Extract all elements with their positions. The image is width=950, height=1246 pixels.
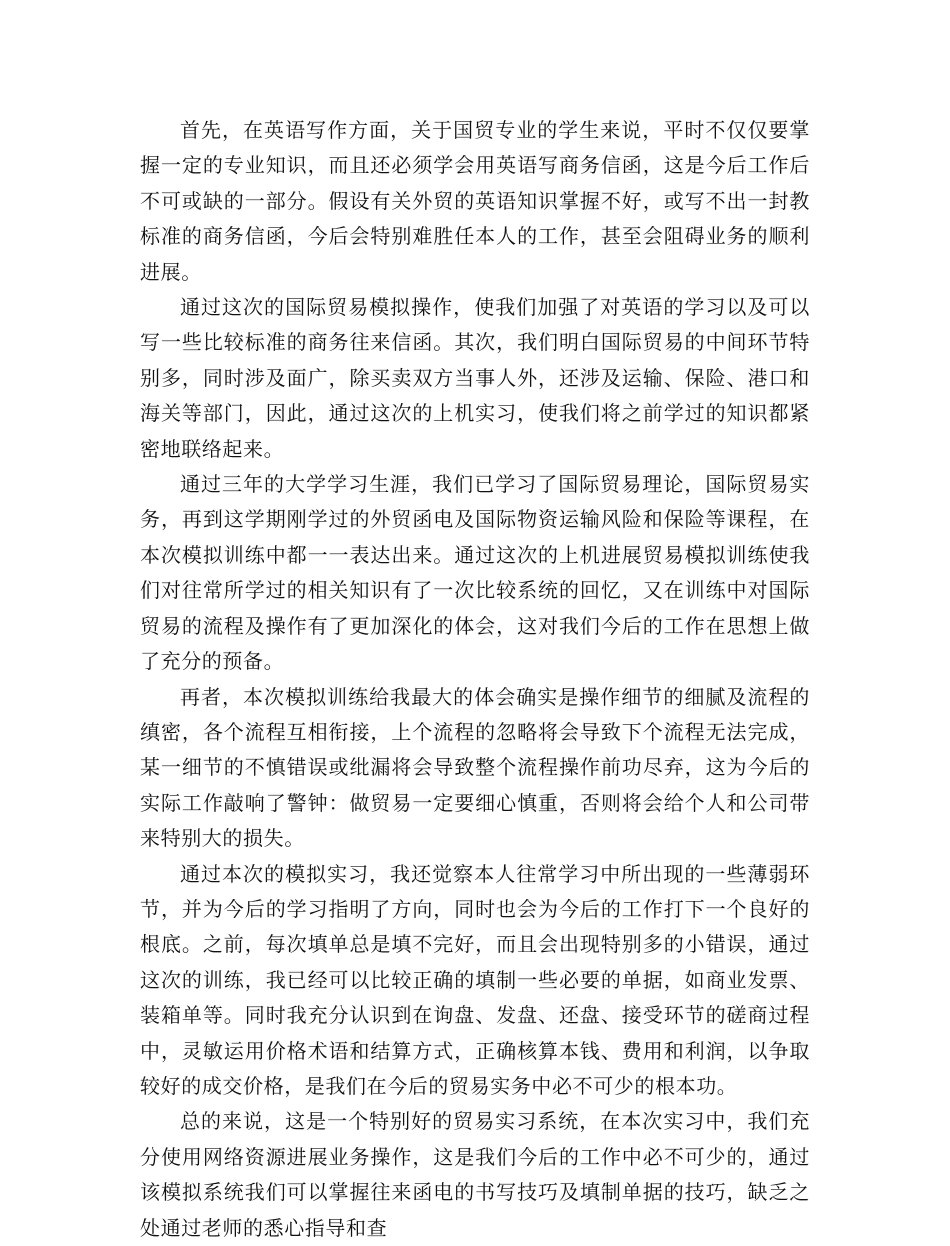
paragraph-english-writing: 首先，在英语写作方面，关于国贸专业的学生来说，平时不仅仅要掌握一定的专业知识，而且还必须学会用英语写商务信函，这是今后工作后不可或缺的一部分。假设有关外贸的英语知识掌握不好，或写不出一封教标准的商务信函，今后会特别难胜任本人的工作，甚至会阻碍业务的顺利进展。 bbox=[140, 118, 810, 284]
paragraph-trade-simulation: 通过这次的国际贸易模拟操作，使我们加强了对英语的学习以及可以写一些比较标准的商务往来信函。其次，我们明白国际贸易的中间环节特别多，同时涉及面广，除买卖双方当事人外，还涉及运输、保险、港口和海关等部门，因此，通过这次的上机实习，使我们将之前学过的知识都紧密地联络起来。 bbox=[140, 295, 810, 461]
paragraph-process-details: 再者，本次模拟训练给我最大的体会确实是操作细节的细腻及流程的缜密，各个流程互相衔接，上个流程的忽略将会导致下个流程无法完成，某一细节的不慎错误或纰漏将会导致整个流程操作前功尽弃，这为今后的实际工作敲响了警钟：做贸易一定要细心慎重，否则将会给个人和公司带来特别大的损失。 bbox=[140, 684, 810, 851]
paragraph-university-study: 通过三年的大学学习生涯，我们已学习了国际贸易理论，国际贸易实务，再到这学期刚学过的外贸函电及国际物资运输风险和保险等课程，在本次模拟训练中都一一表达出来。通过这次的上机进展贸易模拟训练使我们对往常所学过的相关知识有了一次比较系统的回忆，又在训练中对国际贸易的流程及操作有了更加深化的体会，这对我们今后的工作在思想上做了充分的预备。 bbox=[140, 472, 810, 674]
document-body bbox=[140, 113, 810, 1246]
paragraph-weak-points: 通过本次的模拟实习，我还觉察本人往常学习中所出现的一些薄弱环节，并为今后的学习指明了方向，同时也会为今后的工作打下一个良好的根底。之前，每次填单总是填不完好，而且会出现特别多的小错误，通过这次的训练，我已经可以比较正确的填制一些必要的单据，如商业发票、装箱单等。同时我充分认识到在询盘、发盘、还盘、接受环节的磋商过程中，灵敏运用价格术语和结算方式，正确核算本钱、费用和利润，以争取较好的成交价格，是我们在今后的贸易实务中必不可少的根本功。 bbox=[140, 861, 810, 1098]
paragraph-summary: 总的来说，这是一个特别好的贸易实习系统，在本次实习中，我们充分使用网络资源进展业务操作，这是我们今后的工作中必不可少的，通过该模拟系统我们可以掌握往来函电的书写技巧及填制单据的技巧，缺乏之处通过老师的悉心指导和查 bbox=[140, 1109, 810, 1240]
